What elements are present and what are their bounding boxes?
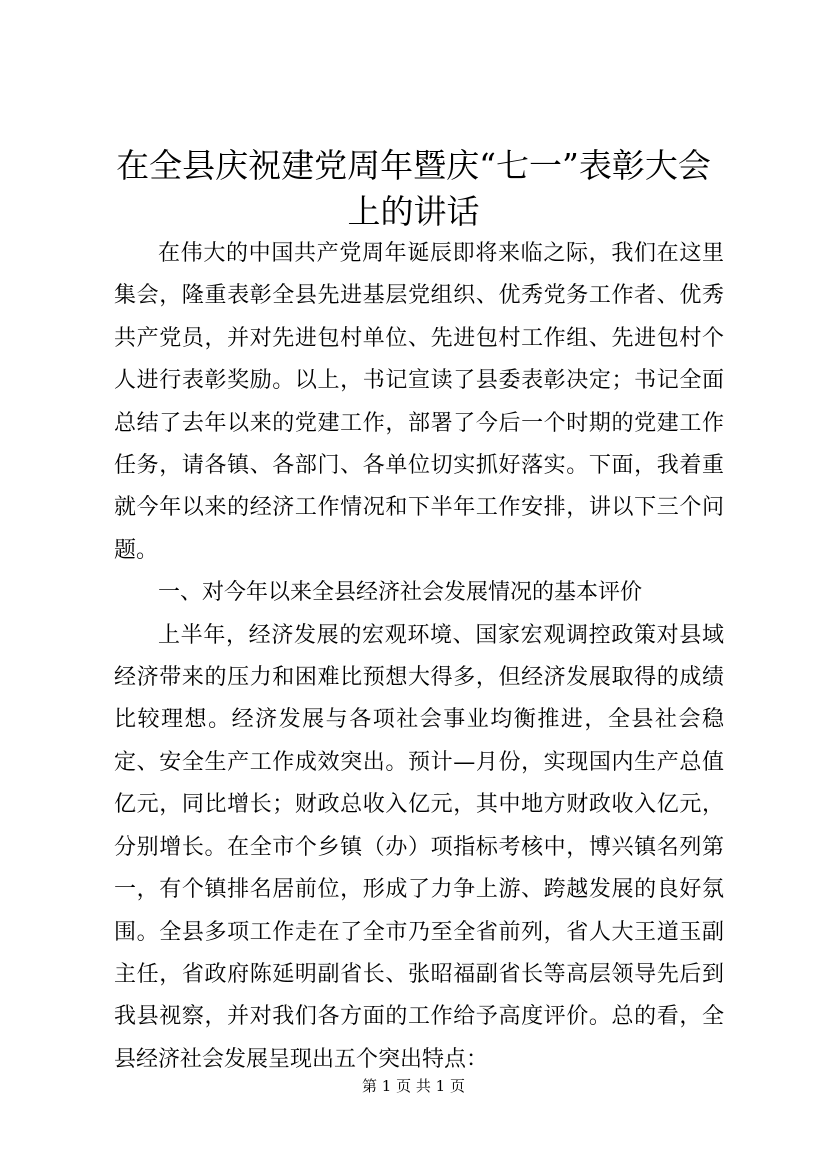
body-paragraph: 上半年，经济发展的宏观环境、国家宏观调控政策对县域经济带来的压力和困难比预想大得多，但经济发展取得的成绩比较理想。经济发展与各项社会事业均衡推进，全县社会稳定、安全生产工作成效突出。预计—月份，实现国内生产总值亿元，同比增长；财政总收入亿元，其中地方财政收入亿元，分别增长。在全市个乡镇（办）项指标考核中，博兴镇名列第一，有个镇排名居前位，形成了力争上游、跨越发展的良好氛围。全县多项工作走在了全市乃至全省前列，省人大王道玉副主任，省政府陈延明副省长、张昭福副省长等高层领导先后到我县视察，并对我们各方面的工作给予高度评价。总的看，全县经济社会发展呈现出五个突出特点： <box>114 622 724 1072</box>
section-heading: 一、对今年以来全县经济社会发展情况的基本评价 <box>158 580 643 606</box>
document-title: 在全县庆祝建党周年暨庆“七一”表彰大会上的讲话 <box>116 146 711 231</box>
page-number-footer: 第 1 页 共 1 页 <box>362 1077 465 1095</box>
intro-paragraph: 在伟大的中国共产党周年诞辰即将来临之际，我们在这里集会，隆重表彰全县先进基层党组织、优秀党务工作者、优秀共产党员，并对先进包村单位、先进包村工作组、先进包村个人进行表彰奖励。以上，书记宣读了县委表彰决定；书记全面总结了去年以来的党建工作，部署了今后一个时期的党建工作任务，请各镇、各部门、各单位切实抓好落实。下面，我着重就今年以来的经济工作情况和下半年工作安排，讲以下三个问题。 <box>114 241 724 563</box>
document-body <box>114 233 724 1081</box>
